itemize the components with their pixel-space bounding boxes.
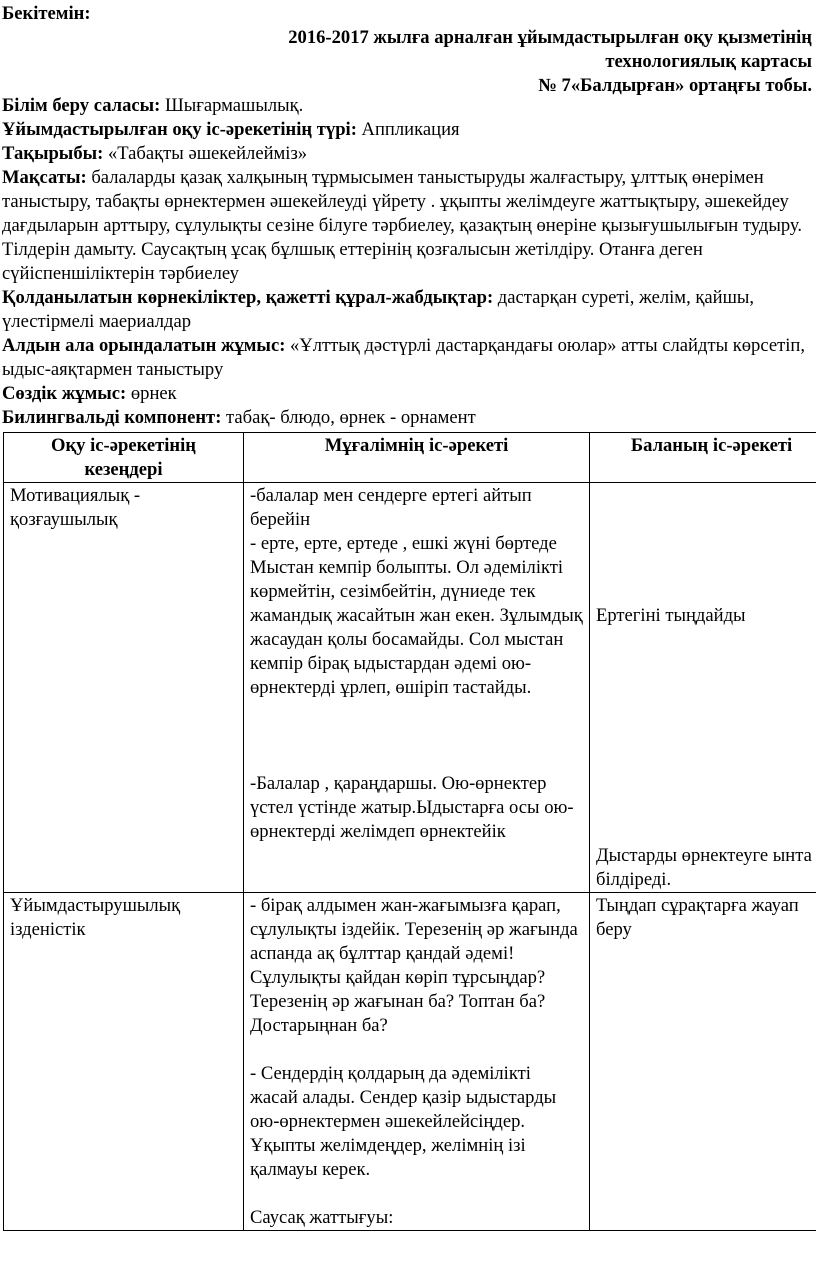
- spacer: [596, 628, 816, 844]
- stage-cell: Мотивациялық - қозғаушылық: [4, 483, 244, 893]
- lesson-metadata: [2, 94, 812, 430]
- meta-materials: Қолданылатын көрнекіліктер, қажетті құрал-жабдықтар: дастарқан суреті, желім, қайшы, үлестірмелі маериалдар: [2, 287, 755, 332]
- table-header-row: [4, 433, 816, 483]
- table-row: [4, 483, 816, 893]
- spacer: [250, 700, 583, 772]
- child-text: Тыңдап сұрақтарға жауап беру: [596, 895, 799, 940]
- spacer: [596, 484, 816, 604]
- heading-line-3: № 7«Балдырған» ортаңғы тобы.: [538, 75, 812, 96]
- stage-cell: Ұйымдастырушылық ізденістік: [4, 893, 244, 1231]
- teacher-text: -Балалар , қараңдаршы. Ою-өрнектер үстел үстінде жатыр.Ыдыстарға осы ою-өрнектерді желімдеп өрнектейік: [250, 773, 574, 842]
- meta-vocab: Сөздік жұмыс: өрнек: [2, 383, 177, 404]
- meta-topic: Тақырыбы: «Табақты әшекейлейміз»: [2, 143, 308, 164]
- meta-type: Ұйымдастырылған оқу іс-әрекетінің түрі: Аппликация: [2, 119, 460, 140]
- teacher-cell: [244, 893, 590, 1231]
- header-stages: Оқу іс-әрекетінің кезеңдері: [4, 433, 244, 483]
- header-child: Баланың іс-әрекеті: [590, 433, 816, 483]
- spacer: [250, 1182, 583, 1206]
- teacher-cell: [244, 483, 590, 893]
- child-text: Дыстарды өрнектеуге ынта білдіреді.: [596, 845, 812, 890]
- meta-field: Білім беру саласы: Шығармашылық.: [2, 95, 304, 116]
- spacer: [250, 1038, 583, 1062]
- meta-goal: Мақсаты: балаларды қазақ халқының тұрмысымен таныстыруды жалғастыру, ұлттық өнерімен таныстыру, табақты өрнектермен әшекейлеуді үйрету . ұқыпты желімдеуге жаттықтыру, әшекейдеу дағдыларын арттыру, сұлулықты сезіне білуге тәрбиелеу, қазақтың өнеріне қызығушылығын тудыру. Тілдерін дамыту. Саусақтың ұсақ бұлшық еттерінің қозғалысын жетілдіру. Отанға деген сүйіспеншіліктерін тәрбиелеу: [2, 167, 803, 284]
- child-cell: [590, 893, 816, 1231]
- meta-prework: Алдын ала орындалатын жұмыс: «Ұлттық дәстүрлі дастарқандағы оюлар» атты слайдты көрсетіп, ыдыс-аяқтармен таныстыру: [2, 335, 805, 380]
- heading-line-2: технологиялық картасы: [605, 51, 812, 72]
- teacher-text: Саусақ жаттығуы:: [250, 1207, 394, 1228]
- table-row: [4, 893, 816, 1231]
- approval-label: Бекітемін:: [2, 3, 91, 24]
- teacher-text: - Сендердің қолдарың да әдемілікті жасай алады. Сендер қазір ыдыстарды ою-өрнектермен әшекейлейсіңдер. Ұқыпты желімдеңдер, желімнің ізі қалмауы керек.: [250, 1063, 557, 1180]
- meta-bilingual: Билингвальді компонент: табақ- блюдо, өрнек - орнамент: [2, 407, 476, 428]
- lesson-plan-table: [3, 432, 816, 1231]
- header-teacher: Мұғалімнің іс-әрекеті: [244, 433, 590, 483]
- child-cell: [590, 483, 816, 893]
- teacher-text: -балалар мен сендерге ертегі айтып берейін: [250, 485, 532, 530]
- document-heading: [288, 26, 812, 98]
- teacher-text: - ерте, ерте, ертеде , ешкі жүні бөртеде Мыстан кемпір болыпты. Ол әдемілікті көрмейтін, сезімбейтін, дүниеде тек жамандық жасайтын жан екен. Зұлымдық жасаудан қолы босамайды. Сол мыстан кемпір бірақ ыдыстардан әдемі ою-өрнектерді ұрлеп, өшіріп тастайды.: [250, 533, 583, 698]
- heading-line-1: 2016-2017 жылға арналған ұйымдастырылған оқу қызметінің: [288, 27, 812, 48]
- child-text: Ертегіні тыңдайды: [596, 605, 746, 626]
- teacher-text: - бірақ алдымен жан-жағымызға қарап, сұлулықты іздейік. Терезенің әр жағында аспанда ақ бұлттар қандай әдемі! Сұлулықты қайдан көріп тұрсыңдар? Терезенің әр жағынан ба? Топтан ба? Достарыңнан ба?: [250, 895, 578, 1036]
